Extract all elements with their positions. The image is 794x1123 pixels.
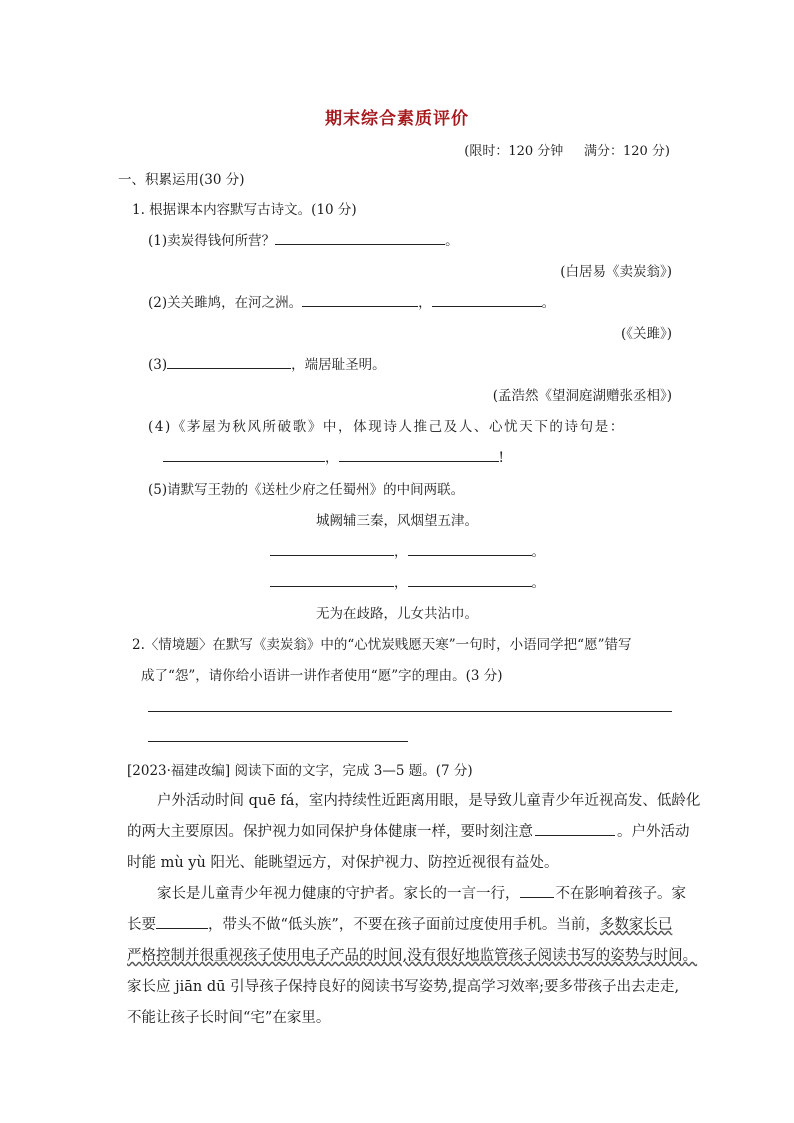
answer-blank[interactable]: [408, 572, 532, 587]
q1-item4-end: !: [498, 450, 504, 466]
q1-item4-answer: [163, 446, 504, 466]
passage-text: 。户外活动: [617, 824, 690, 840]
q1-item1: [148, 229, 459, 249]
page-title: 期末综合素质评价: [325, 109, 469, 129]
answer-blank[interactable]: [520, 883, 554, 898]
answer-blank[interactable]: [408, 541, 532, 556]
answer-blank[interactable]: [167, 354, 291, 369]
q1-item3-source: (孟浩然《望洞庭湖赠张丞相》): [492, 388, 672, 404]
passage-text: 长要: [127, 917, 156, 933]
q1-item2-end: 。: [541, 295, 556, 311]
answer-blank[interactable]: [163, 447, 325, 462]
q1-item4-comma: ，: [325, 450, 339, 466]
q2-line2: 成了“怨”，请你给小语讲一讲作者使用“愿”字的理由。(3 分): [141, 668, 503, 684]
q2-answer-line[interactable]: [148, 711, 672, 712]
passage-intro: [2023·福建改编] 阅读下面的文字，完成 3—5 题。(7 分): [127, 763, 473, 779]
passage-p2-line2: [127, 913, 672, 934]
passage-p1-line1: 户外活动时间 quē fá，室内持续性近距离用眼，是导致儿童青少年近视高发、低龄化: [157, 793, 701, 809]
poem-end: 。: [531, 575, 545, 591]
answer-blank[interactable]: [270, 572, 394, 587]
q1-item2-comma: ，: [418, 295, 432, 311]
passage-text: 不在影响着孩子。家: [555, 886, 686, 902]
exam-meta: [464, 140, 670, 159]
passage-p1-line2: [127, 820, 690, 841]
passage-text: ，带头不做“低头族”，不要在孩子面前过度使用手机。当前，: [208, 917, 600, 933]
answer-blank[interactable]: [302, 292, 418, 307]
q1-item1-end: 。: [445, 233, 459, 249]
answer-blank[interactable]: [432, 292, 542, 307]
answer-blank[interactable]: [339, 447, 499, 462]
q1-item3-text: ，端居耻圣明。: [291, 357, 386, 373]
q1-item2-text: (2)关关雎鸠，在河之洲。: [148, 295, 303, 311]
passage-p1-line3: 时能 mù yù 阳光、能眺望远方，对保护视力、防控近视很有益处。: [127, 855, 559, 871]
full-score: 满分：120 分): [583, 144, 670, 159]
q1-item5-text: (5)请默写王勃的《送杜少府之任蜀州》的中间两联。: [148, 482, 465, 498]
section-heading: 一、积累运用(30 分): [118, 172, 245, 188]
wavy-underlined-text: 多数家长已: [599, 917, 673, 933]
q1-item4-text: (4)《茅屋为秋风所破歌》中，体现诗人推己及人、心忧天下的诗句是：: [148, 419, 625, 435]
q1-item1-source: (白居易《卖炭翁》): [560, 264, 672, 280]
poem-line-4: 无为在歧路，儿女共沾巾。: [316, 606, 478, 622]
q1-item3: [148, 353, 386, 373]
q2-answer-line[interactable]: [148, 741, 408, 742]
q1-item2: [148, 291, 555, 311]
passage-p2-line3: 严格控制并很重视孩子使用电子产品的时间,没有很好地监管孩子阅读书写的姿势与时间。: [127, 948, 698, 964]
q2-line1: 2.〈情境题〉在默写《卖炭翁》中的“心忧炭贱愿天寒”一句时，小语同学把“愿”错写: [132, 637, 632, 653]
answer-blank[interactable]: [156, 914, 208, 929]
q1-item2-source: (《关雎》): [620, 326, 672, 342]
passage-text: 的两大主要原因。保护视力如同保护身体健康一样，要时刻注意: [127, 824, 533, 840]
q1-item1-text: (1)卖炭得钱何所营？: [148, 233, 276, 249]
poem-end: 。: [531, 544, 545, 560]
answer-blank[interactable]: [275, 230, 445, 245]
answer-blank[interactable]: [270, 541, 394, 556]
passage-p2-line4: 家长应 jiān dū 引导孩子保持良好的阅读书写姿势,提高学习效率;要多带孩子出去走走,: [127, 979, 680, 995]
passage-p2-line1: [157, 882, 686, 903]
poem-line-3: [270, 571, 545, 591]
poem-line-1: 城阙辅三秦，风烟望五津。: [316, 513, 478, 529]
passage-text: 家长是儿童青少年视力健康的守护者。家长的一言一行，: [157, 886, 520, 902]
poem-comma: ，: [394, 544, 408, 560]
passage-p2-line5: 不能让孩子长时间“宅”在家里。: [127, 1010, 331, 1026]
answer-blank[interactable]: [535, 821, 615, 836]
poem-line-2: [270, 540, 545, 560]
q1-item3-num: (3): [148, 357, 168, 373]
poem-comma: ，: [394, 575, 408, 591]
time-limit: (限时：120 分钟: [464, 144, 564, 159]
q1-stem: 1. 根据课本内容默写古诗文。(10 分): [132, 202, 357, 218]
